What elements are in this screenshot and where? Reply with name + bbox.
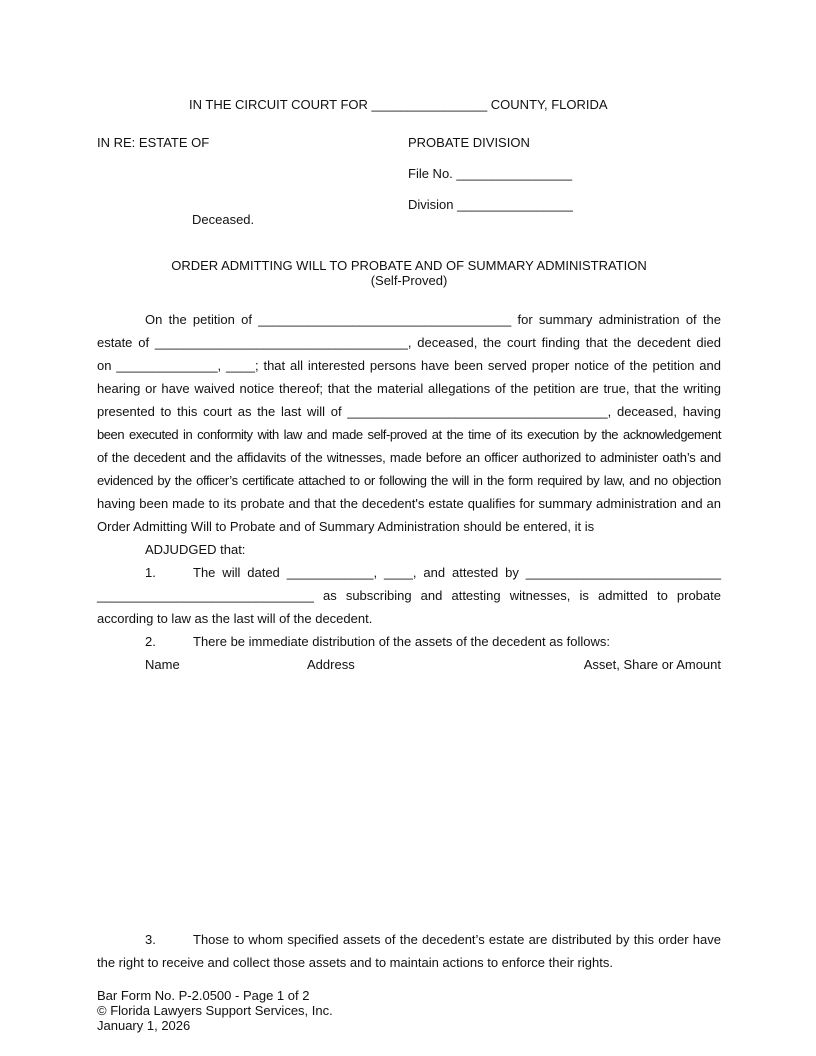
division-field: Division ________________ [408, 197, 573, 212]
petition-line: hearing or have waived notice thereof; that the material allegations of the petition are true, that the writing [97, 381, 721, 396]
petition-line: presented to this court as the last will of ____________________________________, deceased, having [97, 404, 721, 419]
petition-line: estate of ___________________________________, deceased, the court finding that the decedent died [97, 335, 721, 350]
item-1-text: The will dated ____________, ____, and attested by ___________________________ [193, 565, 721, 580]
court-heading: IN THE CIRCUIT COURT FOR ________________ COUNTY, FLORIDA [189, 97, 608, 112]
column-header-asset: Asset, Share or Amount [583, 657, 721, 672]
column-header-address: Address [307, 657, 355, 672]
item-3-number: 3. [145, 932, 156, 947]
column-header-name: Name [145, 657, 180, 672]
petition-line: evidenced by the officer’s certificate attached to or following the will in the form required by law, and no objection [97, 473, 721, 488]
petition-line: On the petition of ___________________________________ for summary administration of the [145, 312, 721, 327]
petition-line: Order Admitting Will to Probate and of Summary Administration should be entered, it is [97, 519, 595, 534]
document-title: ORDER ADMITTING WILL TO PROBATE AND OF SUMMARY ADMINISTRATION [171, 258, 647, 273]
item-3-text: Those to whom specified assets of the decedent’s estate are distributed by this order have [193, 932, 721, 947]
item-1-number: 1. [145, 565, 156, 580]
item-1-text: according to law as the last will of the decedent. [97, 611, 373, 626]
petition-line: been executed in conformity with law and made self-proved at the time of its execution by the acknowledgement [97, 427, 721, 442]
footer-copyright: © Florida Lawyers Support Services, Inc. [97, 1003, 333, 1018]
file-number-field: File No. ________________ [408, 166, 573, 181]
footer-date: January 1, 2026 [97, 1018, 191, 1033]
probate-division-label: PROBATE DIVISION [408, 135, 530, 150]
document-subtitle: (Self-Proved) [370, 273, 448, 288]
adjudged-heading: ADJUDGED that: [145, 542, 246, 557]
item-3-text: the right to receive and collect those assets and to maintain actions to enforce their rights. [97, 955, 613, 970]
item-1-text: ______________________________ as subscribing and attesting witnesses, is admitted to probate [97, 588, 721, 603]
deceased-label: Deceased. [192, 212, 255, 227]
petition-line: having been made to its probate and that the decedent's estate qualifies for summary administration and an [97, 496, 721, 511]
petition-line: of the decedent and the affidavits of the witnesses, made before an officer authorized to administer oath’s and [97, 450, 721, 465]
estate-caption: IN RE: ESTATE OF [97, 135, 210, 150]
petition-line: on ______________, ____; that all interested persons have been served proper notice of the petition and [97, 358, 721, 373]
item-2-number: 2. [145, 634, 156, 649]
footer-form-number: Bar Form No. P-2.0500 - Page 1 of 2 [97, 988, 310, 1003]
item-2-text: There be immediate distribution of the assets of the decedent as follows: [193, 634, 610, 649]
